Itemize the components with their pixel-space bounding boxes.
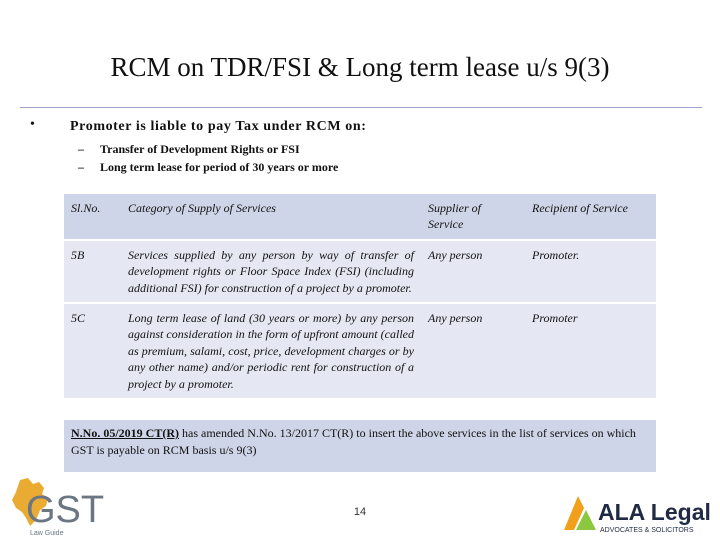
notification-reference: N.No. 05/2019 CT(R): [71, 426, 179, 440]
gst-logo: [6, 476, 106, 538]
sub-item: [78, 160, 338, 175]
ala-logo-subtext: ADVOCATES & SOLICITORS: [600, 527, 694, 534]
amendment-note: [64, 420, 656, 472]
sub-item: [78, 142, 300, 157]
gst-logo-text: GST: [26, 489, 105, 531]
note-text: has amended N.No. 13/2017 CT(R) to insert the above services in the list of services on which GST is payable on RCM basis u/s 9(3): [71, 426, 636, 457]
header-cell-slno: Sl.No.: [64, 194, 121, 240]
sub-item-text: Transfer of Development Rights or FSI: [100, 142, 300, 156]
rcm-table: [64, 194, 656, 398]
ala-logo-text: ALA Legal: [598, 499, 711, 525]
table-header-row: [64, 194, 656, 240]
header-cell-category: Category of Supply of Services: [121, 194, 421, 240]
ala-legal-logo: [560, 490, 718, 538]
sub-item-dash: –: [78, 160, 84, 174]
sub-item-dash: –: [78, 142, 84, 156]
table-row: [64, 303, 656, 398]
slide-title: RCM on TDR/FSI & Long term lease u/s 9(3): [110, 52, 610, 82]
cell-supplier: Any person: [421, 240, 525, 303]
title-divider: [20, 107, 702, 108]
header-cell-supplier: Supplier of Service: [421, 194, 525, 240]
cell-category: Long term lease of land (30 years or more) by any person against consideration in the form of upfront amount (called as premium, salami, cost, price, development charges or by any other name) and/or periodic rent for construction of a project by a promoter.: [121, 303, 421, 398]
lead-text: Promoter is liable to pay Tax under RCM on:: [70, 119, 367, 134]
cell-slno: 5C: [64, 303, 121, 398]
table-row: [64, 240, 656, 303]
cell-supplier: Any person: [421, 303, 525, 398]
header-cell-recipient: Recipient of Service: [525, 194, 656, 240]
cell-recipient: Promoter.: [525, 240, 656, 303]
cell-recipient: Promoter: [525, 303, 656, 398]
sub-item-text: Long term lease for period of 30 years or more: [100, 160, 339, 174]
cell-category: Services supplied by any person by way of transfer of development rights or Floor Space Index (FSI) (including additional FSI) for construction of a project by a promoter.: [121, 240, 421, 303]
page-number: 14: [353, 506, 367, 518]
bullet-marker: •: [30, 117, 35, 132]
cell-slno: 5B: [64, 240, 121, 303]
gst-logo-subtext: Law Guide: [30, 530, 64, 537]
